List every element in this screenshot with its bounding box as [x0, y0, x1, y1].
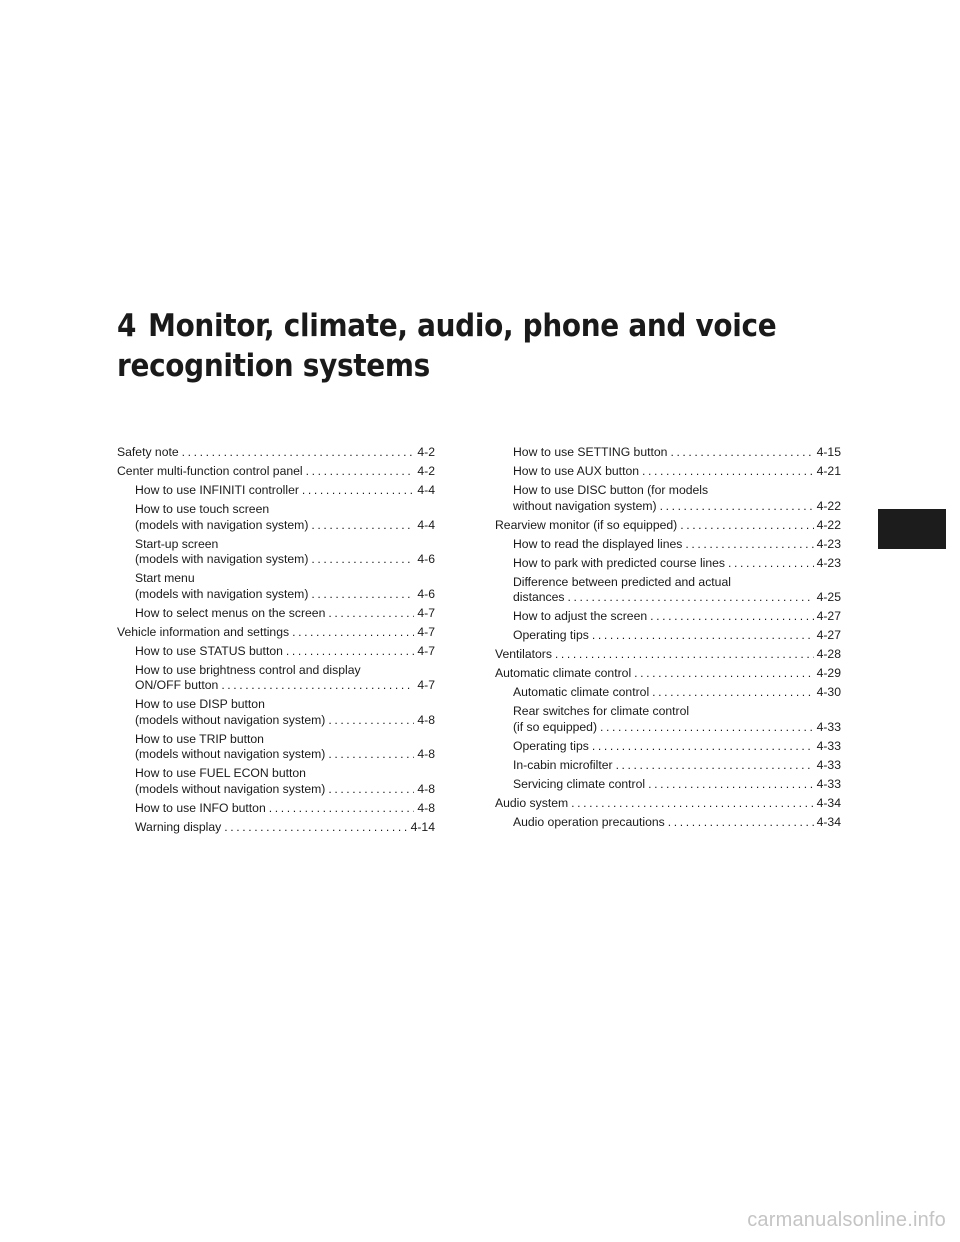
toc-entry-title-line: Rear switches for climate control — [513, 704, 690, 718]
toc-entry[interactable] — [117, 464, 435, 480]
toc-page-number: 4-30 — [816, 685, 841, 700]
toc-dot-leader — [670, 445, 813, 461]
toc-page-number: 4-25 — [816, 590, 841, 605]
toc-entry[interactable] — [495, 556, 841, 572]
toc-entry[interactable] — [117, 820, 435, 836]
toc-entry[interactable] — [117, 445, 435, 461]
toc-page-number: 4-33 — [816, 776, 841, 791]
toc-dot-leader — [182, 445, 415, 461]
toc-page-number: 4-23 — [816, 555, 841, 570]
toc-entry[interactable] — [117, 502, 435, 533]
toc-entry-title: How to use AUX button — [513, 463, 640, 478]
toc-entry-title: Servicing climate control — [513, 776, 646, 791]
toc-dot-leader — [650, 609, 813, 625]
toc-dot-leader — [306, 464, 415, 480]
toc-entry-title: (if so equipped) — [513, 719, 598, 734]
toc-entry-title: (models with navigation system) — [135, 552, 309, 567]
toc-page-number: 4-7 — [417, 643, 435, 658]
toc-dot-leader — [269, 801, 415, 817]
toc-entry[interactable] — [495, 815, 841, 831]
toc-right-column — [495, 445, 841, 834]
toc-entry[interactable] — [117, 644, 435, 660]
toc-dot-leader — [600, 720, 814, 736]
toc-entry-title: Operating tips — [513, 628, 589, 643]
toc-dot-leader — [302, 483, 414, 499]
toc-entry-title: (models with navigation system) — [135, 517, 309, 532]
toc-entry-title-line: Start menu — [135, 571, 195, 586]
toc-page-number: 4-6 — [417, 552, 435, 567]
toc-dot-leader — [616, 758, 814, 774]
toc-dot-leader — [685, 537, 813, 553]
toc-entry[interactable] — [495, 758, 841, 774]
toc-entry-title-line: How to use TRIP button — [135, 731, 264, 746]
toc-page-number: 4-7 — [417, 678, 435, 693]
toc-page-number: 4-7 — [417, 624, 435, 639]
toc-entry-title: (models without navigation system) — [135, 781, 326, 796]
toc-entry[interactable] — [117, 732, 435, 763]
toc-entry[interactable] — [117, 663, 435, 694]
toc-entry-title: How to use INFINITI controller — [135, 482, 299, 497]
toc-dot-leader — [592, 628, 814, 644]
toc-entry[interactable] — [117, 606, 435, 622]
toc-entry-title: Rearview monitor (if so equipped) — [495, 517, 678, 532]
toc-entry-title: How to read the displayed lines — [513, 536, 683, 551]
chapter-title-line-2: recognition systems — [117, 348, 430, 384]
toc-entry-title: How to select menus on the screen — [135, 605, 326, 620]
toc-page-number: 4-34 — [816, 795, 841, 810]
toc-entry-title: Ventilators — [495, 647, 552, 662]
toc-dot-leader — [680, 518, 813, 534]
toc-entry-title: without navigation system) — [513, 498, 657, 513]
toc-dot-leader — [642, 464, 814, 480]
chapter-number: 4 — [117, 308, 137, 344]
toc-left-column — [117, 445, 435, 839]
toc-entry-title: How to use INFO button — [135, 800, 266, 815]
toc-entry[interactable] — [117, 537, 435, 568]
toc-entry[interactable] — [495, 704, 841, 735]
toc-dot-leader — [592, 739, 814, 755]
chapter-thumb-tab — [878, 509, 946, 549]
toc-page-number: 4-15 — [816, 445, 841, 459]
toc-entry[interactable] — [495, 609, 841, 625]
toc-entry[interactable] — [117, 801, 435, 817]
toc-entry-title: (models without navigation system) — [135, 712, 326, 727]
toc-entry[interactable] — [495, 796, 841, 812]
toc-entry-title-line: How to use brightness control and display — [135, 662, 361, 677]
toc-entry-title-line: How to use DISC button (for models — [513, 482, 709, 497]
toc-entry[interactable] — [495, 537, 841, 553]
toc-entry[interactable] — [495, 739, 841, 755]
toc-page-number: 4-8 — [417, 781, 435, 796]
toc-page-number: 4-28 — [816, 647, 841, 662]
toc-page-number: 4-6 — [417, 586, 435, 601]
toc-entry-title: Audio system — [495, 795, 569, 810]
toc-entry[interactable] — [495, 445, 841, 461]
toc-entry[interactable] — [117, 571, 435, 602]
chapter-title-line-1: Monitor, climate, audio, phone and voice — [148, 308, 777, 344]
toc-entry[interactable] — [117, 625, 435, 641]
toc-page-number: 4-4 — [417, 517, 435, 532]
toc-dot-leader — [221, 678, 414, 694]
toc-dot-leader — [224, 820, 407, 836]
toc-entry-title: Warning display — [135, 819, 222, 834]
toc-page-number: 4-34 — [816, 814, 841, 829]
toc-dot-leader — [568, 590, 814, 606]
toc-entry-title: distances — [513, 590, 565, 605]
toc-entry-title-line: How to use FUEL ECON button — [135, 766, 306, 781]
toc-entry[interactable] — [495, 628, 841, 644]
toc-entry-title: Vehicle information and settings — [117, 624, 290, 639]
toc-entry[interactable] — [495, 647, 841, 663]
toc-entry-title: How to park with predicted course lines — [513, 555, 726, 570]
toc-dot-leader — [571, 796, 813, 812]
toc-dot-leader — [668, 815, 814, 831]
toc-entry[interactable] — [117, 483, 435, 499]
toc-dot-leader — [328, 713, 414, 729]
toc-entry-title-line: How to use touch screen — [135, 501, 270, 516]
toc-page-number: 4-22 — [816, 498, 841, 513]
toc-page-number: 4-33 — [816, 719, 841, 734]
chapter-title — [117, 306, 877, 386]
toc-dot-leader — [311, 587, 414, 603]
toc-page-number: 4-2 — [417, 463, 435, 478]
toc-entry-title: Automatic climate control — [513, 685, 650, 700]
toc-dot-leader — [292, 625, 414, 641]
toc-page-number: 4-8 — [417, 800, 435, 815]
toc-page-number: 4-27 — [816, 628, 841, 643]
toc-entry[interactable] — [495, 575, 841, 606]
toc-entry-title: How to use SETTING button — [513, 445, 668, 459]
toc-entry-title: Automatic climate control — [495, 666, 632, 681]
toc-page-number: 4-29 — [816, 666, 841, 681]
toc-entry[interactable] — [117, 697, 435, 728]
toc-entry-title-line: Difference between predicted and actual — [513, 574, 731, 589]
watermark: carmanualsonline.info — [747, 1209, 946, 1231]
toc-entry-title: Safety note — [117, 445, 179, 459]
toc-entry-title-line: Start-up screen — [135, 536, 219, 551]
toc-entry-title-line: How to use DISP button — [135, 697, 265, 712]
toc-entry-title: Audio operation precautions — [513, 814, 665, 829]
toc-entry[interactable] — [495, 518, 841, 534]
toc-page-number: 4-4 — [417, 482, 435, 497]
toc-entry[interactable] — [117, 766, 435, 797]
toc-dot-leader — [286, 644, 414, 660]
toc-dot-leader — [648, 777, 814, 793]
toc-dot-leader — [328, 747, 414, 763]
toc-dot-leader — [328, 606, 414, 622]
toc-entry-title: (models with navigation system) — [135, 586, 309, 601]
toc-page-number: 4-21 — [816, 463, 841, 478]
toc-entry[interactable] — [495, 666, 841, 682]
toc-dot-leader — [728, 556, 814, 572]
toc-entry-title: How to use STATUS button — [135, 643, 283, 658]
toc-page-number: 4-33 — [816, 757, 841, 772]
toc-dot-leader — [555, 647, 814, 663]
toc-entry[interactable] — [495, 464, 841, 480]
toc-page-number: 4-7 — [417, 605, 435, 620]
toc-entry-title: How to adjust the screen — [513, 609, 648, 624]
toc-entry[interactable] — [495, 685, 841, 701]
toc-page-number: 4-2 — [417, 445, 435, 459]
toc-page-number: 4-8 — [417, 747, 435, 762]
toc-entry[interactable] — [495, 483, 841, 514]
toc-entry-title: In-cabin microfilter — [513, 757, 613, 772]
toc-page-number: 4-27 — [816, 609, 841, 624]
toc-dot-leader — [311, 518, 414, 534]
toc-dot-leader — [328, 782, 414, 798]
toc-page-number: 4-14 — [410, 819, 435, 834]
toc-entry-title: Operating tips — [513, 738, 589, 753]
toc-entry-title: ON/OFF button — [135, 678, 219, 693]
toc-dot-leader — [634, 666, 813, 682]
toc-entry-title: (models without navigation system) — [135, 747, 326, 762]
toc-entry-title: Center multi-function control panel — [117, 463, 303, 478]
toc-page-number: 4-8 — [417, 712, 435, 727]
toc-page-number: 4-33 — [816, 738, 841, 753]
toc-page-number: 4-22 — [816, 517, 841, 532]
toc-entry[interactable] — [495, 777, 841, 793]
toc-dot-leader — [652, 685, 813, 701]
toc-page-number: 4-23 — [816, 536, 841, 551]
toc-dot-leader — [660, 499, 814, 515]
toc-dot-leader — [311, 552, 414, 568]
